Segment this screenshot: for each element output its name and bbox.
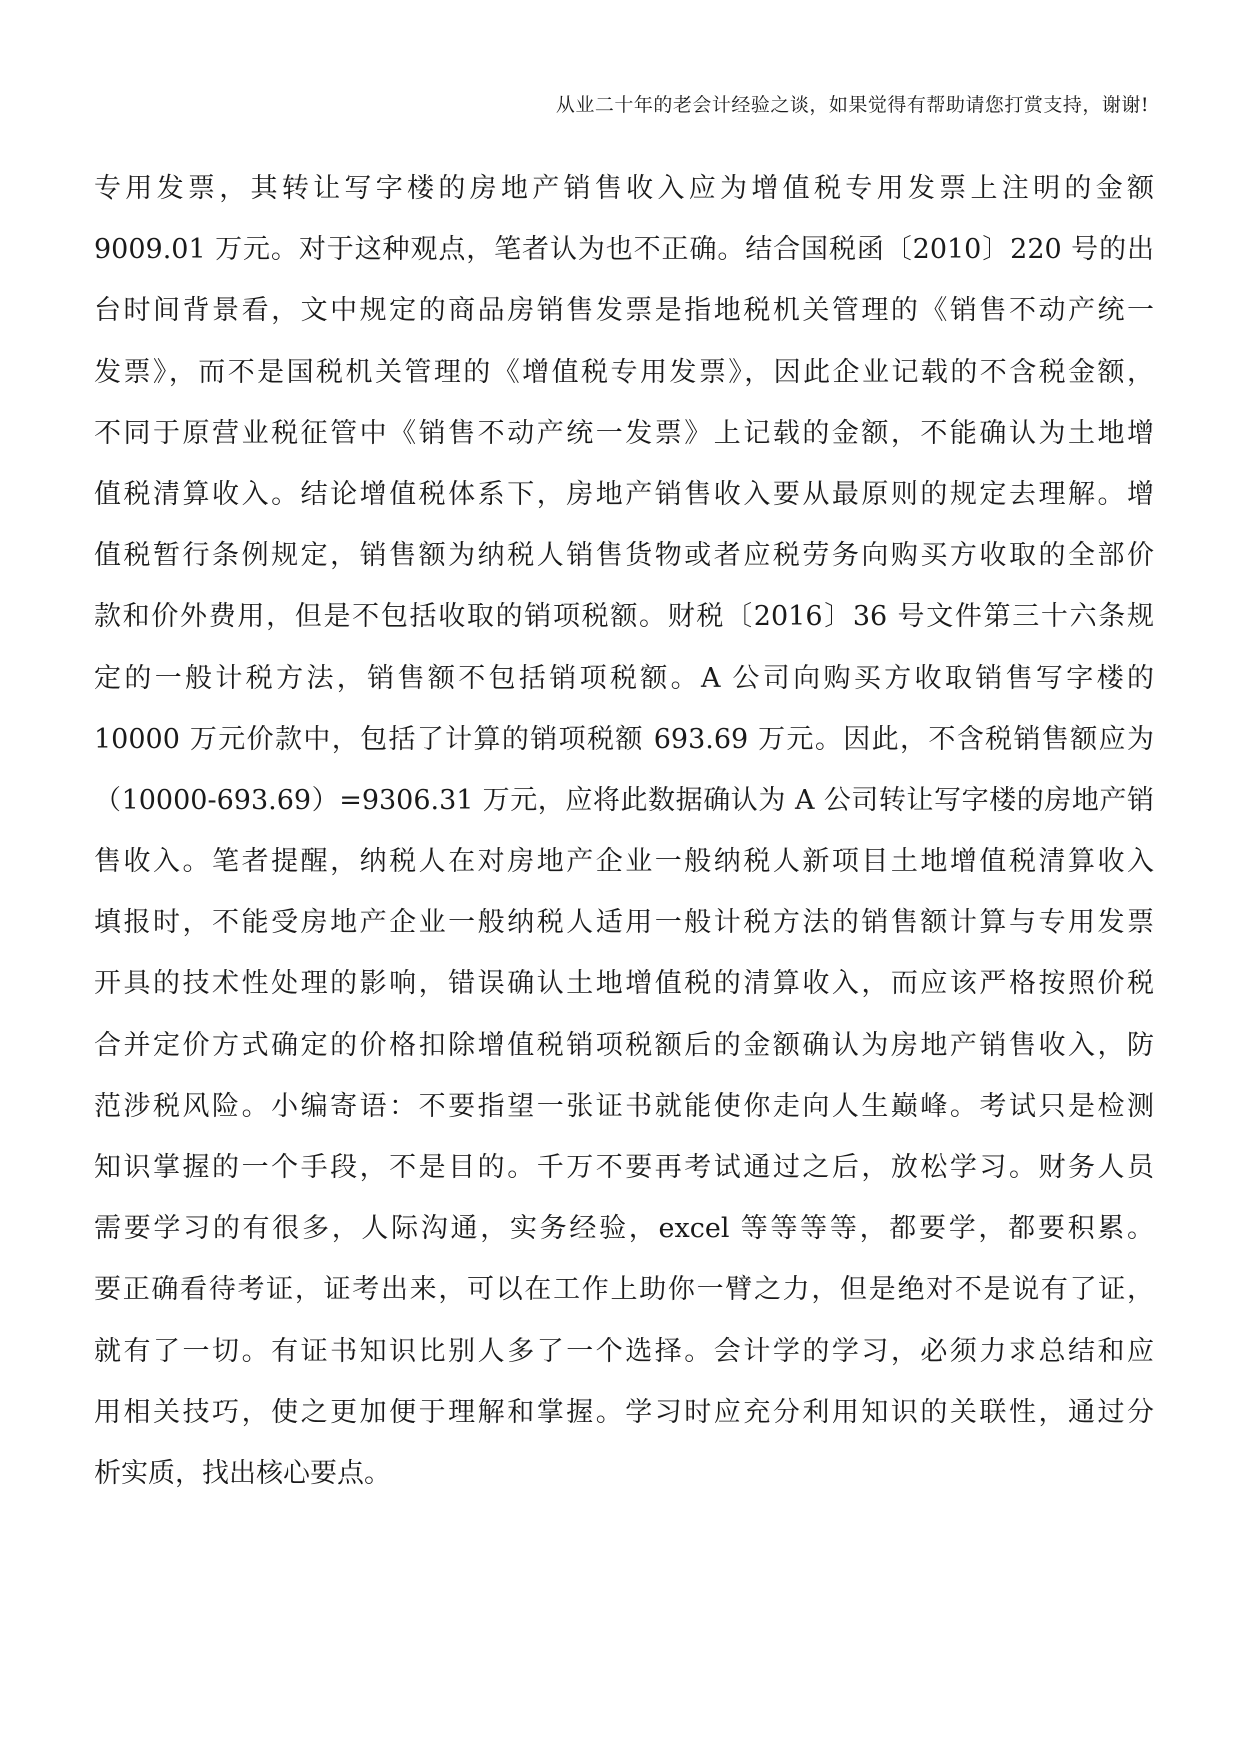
text-line: 合并定价方式确定的价格扣除增值税销项税额后的金额确认为房地产销售收入，防 (94, 1029, 1154, 1061)
text-line: 知识掌握的一个手段，不是目的。千万不要再考试通过之后，放松学习。财务人员 (94, 1152, 1154, 1183)
text-line: 发票》，而不是国税机关管理的《增值税专用发票》，因此企业记载的不含税金额， (94, 356, 1154, 388)
text-line: 售收入。笔者提醒，纳税人在对房地产企业一般纳税人新项目土地增值税清算收入 (94, 846, 1154, 878)
text-line: 台时间背景看，文中规定的商品房销售发票是指地税机关管理的《销售不动产统一 (94, 295, 1154, 327)
text-line: （10000-693.69）=9306.31 万元，应将此数据确认为 A 公司转让写字楼的房地产销 (94, 784, 1154, 816)
text-line: 值税清算收入。结论增值税体系下，房地产销售收入要从最原则的规定去理解。增 (94, 478, 1154, 510)
text-line-last: 析实质，找出核心要点。 (94, 1457, 391, 1489)
text-line: 填报时，不能受房地产企业一般纳税人适用一般计税方法的销售额计算与专用发票 (94, 907, 1154, 939)
text-line: 专用发票，其转让写字楼的房地产销售收入应为增值税专用发票上注明的金额 (94, 173, 1154, 204)
text-line: 定的一般计税方法，销售额不包括销项税额。A 公司向购买方收取销售写字楼的 (94, 662, 1154, 694)
text-line: 要正确看待考证，证考出来，可以在工作上助你一臂之力，但是绝对不是说有了证， (94, 1274, 1154, 1306)
text-line: 范涉税风险。小编寄语：不要指望一张证书就能使你走向人生巅峰。考试只是检测 (94, 1090, 1154, 1122)
text-line: 需要学习的有很多，人际沟通，实务经验，excel 等等等等，都要学，都要积累。 (94, 1213, 1154, 1245)
text-line: 款和价外费用，但是不包括收取的销项税额。财税〔2016〕36 号文件第三十六条规 (94, 601, 1154, 633)
text-line: 9009.01 万元。对于这种观点，笔者认为也不正确。结合国税函〔2010〕220 号的出 (94, 234, 1154, 266)
text-line: 用相关技巧，使之更加便于理解和掌握。学习时应充分利用知识的关联性，通过分 (94, 1396, 1154, 1428)
body-text (94, 158, 1154, 1504)
text-line: 不同于原营业税征管中《销售不动产统一发票》上记载的金额，不能确认为土地增 (94, 417, 1154, 449)
text-line: 开具的技术性处理的影响，错误确认土地增值税的清算收入，而应该严格按照价税 (94, 968, 1154, 1000)
text-line: 10000 万元价款中，包括了计算的销项税额 693.69 万元。因此，不含税销售额应为 (94, 723, 1154, 755)
text-line: 就有了一切。有证书知识比别人多了一个选择。会计学的学习，必须力求总结和应 (94, 1335, 1154, 1367)
text-line: 值税暂行条例规定，销售额为纳税人销售货物或者应税劳务向购买方收取的全部价 (94, 540, 1154, 572)
header-note: 从业二十年的老会计经验之谈，如果觉得有帮助请您打赏支持，谢谢! (555, 94, 1149, 116)
